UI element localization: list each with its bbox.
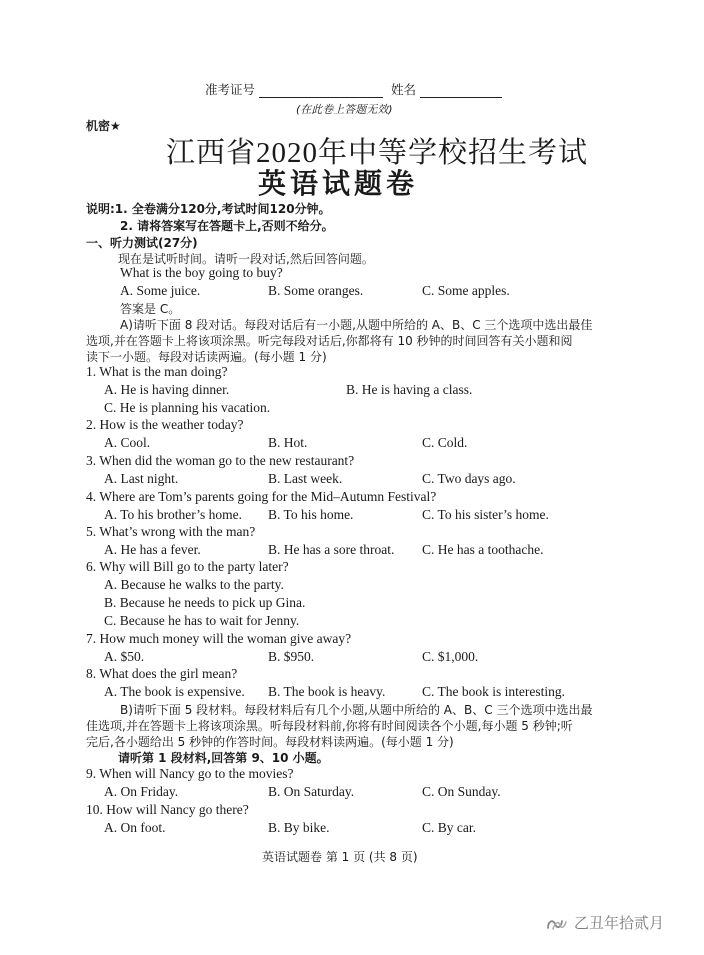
q3-option-a: A. Last night. (104, 471, 179, 486)
partA-intro-2: 选项,并在答题卡上将该项涂黑。听完每段对话后,你都将有 10 秒钟的时间回答有关小题和阅 (86, 334, 573, 348)
trial-intro: 现在是试听时间。请听一段对话,然后回答问题。 (118, 252, 374, 266)
name-label: 姓名 (390, 82, 416, 97)
partA-intro-1: A)请听下面 8 段对话。每段对话后有一小题,从题中所给的 A、B、C 三个选项中选出最佳 (120, 318, 593, 332)
question-2: 2. How is the weather today? (86, 417, 244, 432)
q9-option-a: A. On Friday. (104, 784, 179, 799)
question-1: 1. What is the man doing? (86, 364, 228, 379)
q3-option-c: C. Two days ago. (422, 471, 516, 486)
trial-answer: 答案是 C。 (120, 302, 181, 316)
q9-option-c: C. On Sunday. (422, 784, 501, 799)
exam-id-row (205, 80, 502, 98)
question-8: 8. What does the girl mean? (86, 666, 238, 681)
q1-option-a: A. He is having dinner. (104, 382, 230, 397)
partB-sub-1: 请听第 1 段材料,回答第 9、10 小题。 (118, 751, 329, 765)
trial-option-b: B. Some oranges. (268, 283, 364, 298)
wechat-channel-icon (546, 916, 568, 932)
q8-option-c: C. The book is interesting. (422, 684, 565, 699)
section-listening-title: 一、听力测试(27分) (86, 236, 198, 250)
q6-option-a: A. Because he walks to the party. (104, 577, 284, 592)
q5-option-a: A. He has a fever. (104, 542, 201, 557)
question-3: 3. When did the woman go to the new restaurant? (86, 453, 355, 468)
page-footer: 英语试题卷 第 1 页 (共 8 页) (262, 850, 418, 864)
instruction-2: 2. 请将答案写在答题卡上,否则不给分。 (120, 219, 334, 233)
q8-option-a: A. The book is expensive. (104, 684, 245, 699)
question-4: 4. Where are Tom’s parents going for the Mid–Autumn Festival? (86, 489, 437, 504)
partB-intro-1: B)请听下面 5 段材料。每段材料后有几个小题,从题中所给的 A、B、C 三个选项中选出最 (120, 703, 593, 717)
question-5: 5. What’s wrong with the man? (86, 524, 256, 539)
partA-intro-3: 读下一小题。每段对话读两遍。(每小题 1 分) (86, 350, 327, 364)
instruction-1: 说明:1. 全卷满分120分,考试时间120分钟。 (86, 202, 331, 216)
q10-option-a: A. On foot. (104, 820, 166, 835)
question-9: 9. When will Nancy go to the movies? (86, 766, 294, 781)
exam-id-label: 准考证号 (205, 82, 256, 97)
page-subtitle: 英语试题卷 (258, 167, 419, 200)
q7-option-b: B. $950. (268, 649, 315, 664)
trial-option-c: C. Some apples. (422, 283, 510, 298)
secret-mark: 机密★ (86, 119, 121, 133)
q6-option-c: C. Because he has to wait for Jenny. (104, 613, 300, 628)
question-10: 10. How will Nancy go there? (86, 802, 249, 817)
partB-intro-3: 完后,各小题给出 5 秒钟的作答时间。每段材料读两遍。(每小题 1 分) (86, 735, 454, 749)
q7-option-c: C. $1,000. (422, 649, 479, 664)
q9-option-b: B. On Saturday. (268, 784, 355, 799)
q5-option-c: C. He has a toothache. (422, 542, 544, 557)
q6-option-b: B. Because he needs to pick up Gina. (104, 595, 306, 610)
exam-id-field (259, 83, 383, 98)
q2-option-a: A. Cool. (104, 435, 151, 450)
q4-option-a: A. To his brother’s home. (104, 507, 243, 522)
q7-option-a: A. $50. (104, 649, 145, 664)
question-7: 7. How much money will the woman give away? (86, 631, 352, 646)
q3-option-b: B. Last week. (268, 471, 343, 486)
q8-option-b: B. The book is heavy. (268, 684, 386, 699)
q1-option-b: B. He is having a class. (346, 382, 473, 397)
q2-option-b: B. Hot. (268, 435, 308, 450)
q2-option-c: C. Cold. (422, 435, 468, 450)
partB-intro-2: 佳选项,并在答题卡上将该项涂黑。听每段材料前,你将有时间阅读各个小题,每小题 5 秒钟;听 (86, 719, 573, 733)
watermark-text: 乙丑年拾贰月 (574, 914, 665, 932)
q10-option-c: C. By car. (422, 820, 476, 835)
q4-option-c: C. To his sister’s home. (422, 507, 549, 522)
question-6: 6. Why will Bill go to the party later? (86, 559, 289, 574)
name-field (420, 83, 502, 98)
trial-option-a: A. Some juice. (120, 283, 201, 298)
q1-option-c: C. He is planning his vacation. (104, 400, 271, 415)
trial-question: What is the boy going to buy? (120, 265, 283, 280)
header-note: (在此卷上答题无效) (296, 103, 393, 116)
q10-option-b: B. By bike. (268, 820, 330, 835)
q5-option-b: B. He has a sore throat. (268, 542, 395, 557)
page-title: 江西省2020年中等学校招生考试 (166, 137, 589, 169)
q4-option-b: B. To his home. (268, 507, 354, 522)
